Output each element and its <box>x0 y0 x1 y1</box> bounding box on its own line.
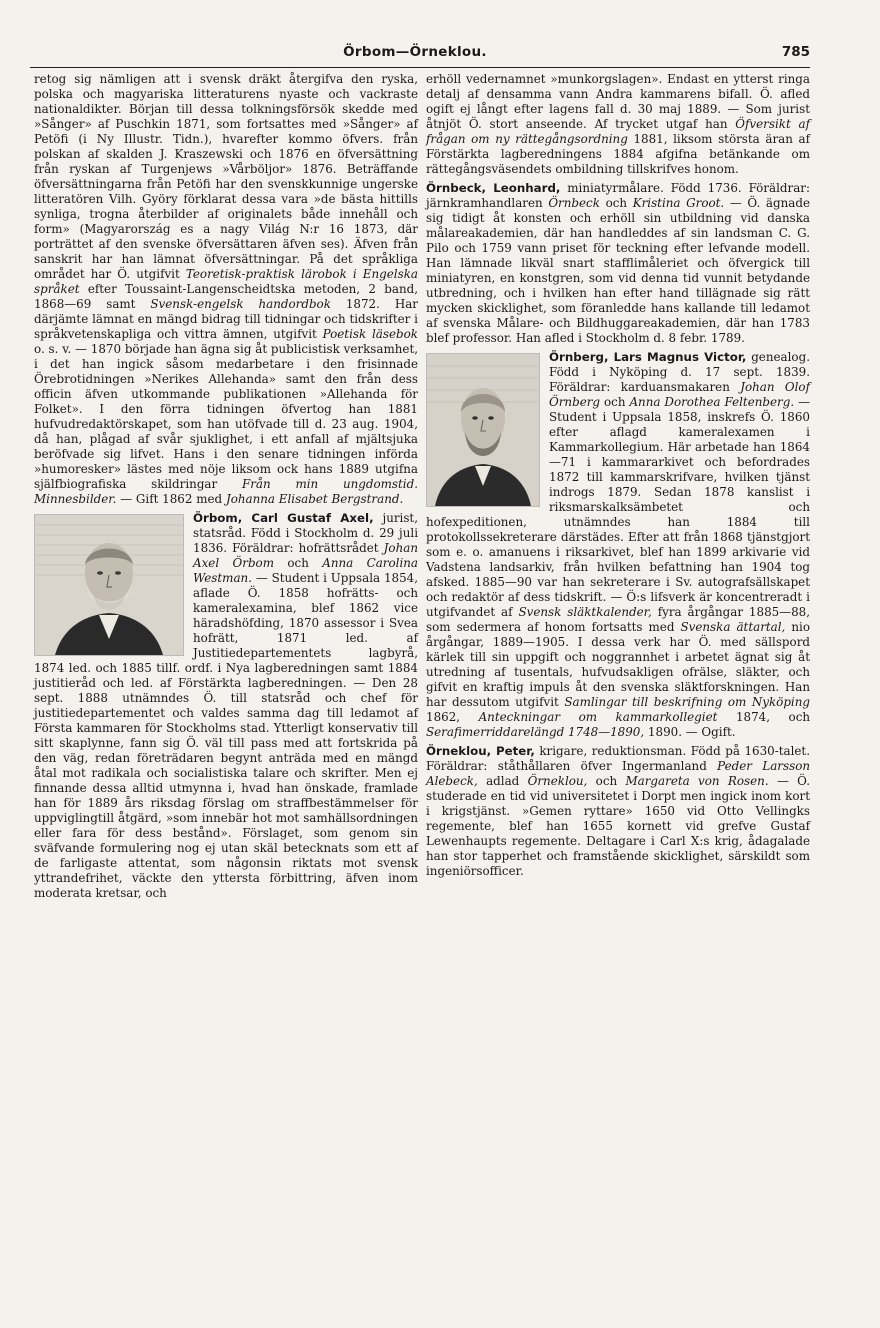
running-title: Örbom—Örneklou. <box>343 44 487 60</box>
header-rule <box>30 67 810 68</box>
entry-heading: Örneklou, Peter, <box>426 744 535 758</box>
right-column <box>426 72 810 879</box>
entry-ornbeck-leonhard: Örnbeck, Leonhard, miniatyrmålare. Född 1736. Föräldrar: järnkramhandlaren Örnbeck och Kristina Groot. — Ö. ägnade sig tidigt åt konsten och erhöll sin utbildning vid danska målareakademien, där han handleddes af sin landsman C. G. Pilo och 1759 vann priset för teckning efter lefvande modell. Han lämnade likväl snart stafflimåleriet och öfvergick till miniatyren, en konstgren, som vid denna tid vunnit betydande utbredning, och i hvilken han efter hand tillägnade sig rätt mycken skicklighet, som föranledde hans kallande till ledamot af svenska Målare- och Bildhuggareakademien, där han 1783 blef professor. Han afled i Stockholm d. 8 febr. 1789. <box>426 181 810 345</box>
entry-orbom-continued: retog sig nämligen att i svensk dräkt återgifva den ryska, polska och magyariska litteraturens nyaste och vackraste nationaldikter. Början till dessa tolkningsförsök skedde med »Sånger» af Puschkin 1871, som fortsattes med »Sånger» af Petöfi (i Ny Illustr. Tidn.), hvarefter kommo öfvers. från polskan af skalden J. Kraszewski och 1876 en öfversättning från ryskan af Turgenjews »Vårböljor» 1876. Beträffande öfversättningarna från Petöfi har den svenskkunnige ungerske litteratören Vilh. Györy förklarat dessa vara »de bästa hittills synliga, trogna återbilder af originalets både innehåll och form» (Magyarország es a nagy Világ N:r 16 1873, där porträttet af den svenske öfversättaren äfven ses). Äfven från sanskrit har han lämnat öfversättningar. På det språkliga området har Ö. utgifvit Teoretisk-praktisk lärobok i Engelska språket efter Toussaint-Langenscheidtska metoden, 2 band, 1868—69 samt Svensk-engelsk handordbok 1872. Har därjämte lämnat en mängd bidrag till tidningar och tidskrifter i språkvetenskapliga och vittra ämnen, utgifvit Poetisk läsebok o. s. v. — 1870 började han ägna sig åt publicistisk verksamhet, i det han ingick såsom medarbetare i den frisinnade Örebrotidningen »Nerikes Allehanda» samt den från dess officin äfven utkommande publikationen »Allehanda för Folket». I den förra tidningen öfvertog han 1881 hufvudredaktörskapet, som han utöfvade till d. 23 aug. 1904, då han, plågad af svår sjuklighet, i ett anfall af mjältsjuka beröfvade sig lifvet. Hans i den senare tidningen införda »humoresker» lästes med nöje liksom ock hans 1889 utgifna själfbiografiska skildringar Från min ungdomstid. Minnesbilder. — Gift 1862 med Johanna Elisabet Bergstrand. <box>34 72 419 506</box>
entry-orneklou-peter: Örneklou, Peter, krigare, reduktionsman. Född på 1630-talet. Föräldrar: ståthållaren öfver Ingermanland Peder Larsson Alebeck, adlad Örneklou, och Margareta von Rosen. — Ö. studerade en tid vid universitetet i Dorpt men ingick inom kort i krigstjänst. »Gemen ryttare» 1650 vid Otto Vellingks regemente, blef han 1655 kornett vid grefve Gustaf Lewenhaupts regemente. Deltagare i Carl X:s krig, ådagalade han stor tapperhet och framstående skicklighet, särskildt som ingeniörsofficer. <box>426 744 811 878</box>
portrait-engraving <box>427 354 539 506</box>
portrait-lars-magnus-victor-ornberg <box>426 353 540 507</box>
left-column <box>34 72 418 901</box>
portrait-engraving <box>35 515 183 655</box>
portrait-carl-gustaf-axel-orbom <box>34 514 184 656</box>
page-header <box>20 44 810 64</box>
entry-ornberg-lars-magnus-victor: Örnberg, Lars Magnus Victor, genealog. Född i Nyköping d. 17 sept. 1839. Föräldrar: karduansmakaren Johan Olof Örnberg och Anna Dorothea Feltenberg. — Student i Uppsala 1858, inskrefs Ö. 1860 efter aflagd kameralexamen i Kammarkollegium. Här arbetade han 1864—71 i kammararkivet och befordrades 1872 till kammarskrifvare, hvilken tjänst indrogs 1879. Sedan 1878 kanslist i riksmarskalksämbetet och hofexpeditionen, utnämndes han 1884 till protokollssekreterare därstädes. Efter att från 1868 tjänstgjort som e. o. amanuens i riksarkivet, blef han 1899 arkivarie vid Vadstena landsarkiv, från hvilken befattning han 1904 tog afsked. 1885—90 var han sekreterare i Sv. autografsällskapet och redaktör af dess tidskrift. — Ö:s lifsverk är koncentreradt i utgifvandet af Svensk släktkalender, fyra årgångar 1885—88, som sedermera af honom fortsatts med Svenska ättartal, nio årgångar, 1889—1905. I dessa verk har Ö. med sällspord kärlek till sin uppgift och noggrannhet i arbetet ägnat sig åt utredning af tusentals, hufvudsakligen ofrälse, släkter, och gifvit en kraftig impuls åt den svenska släktforskningen. Han har dessutom utgifvit Samlingar till beskrifning om Nyköping 1862, Anteckningar om kammarkollegiet 1874, och Serafimerriddarelängd 1748—1890, 1890. — Ogift. <box>426 350 811 739</box>
entry-heading: Örbom, Carl Gustaf Axel, <box>193 511 374 525</box>
page-number: 785 <box>781 44 810 60</box>
entry-heading: Örnbeck, Leonhard, <box>426 181 561 195</box>
entry-orbom-carl-gustaf-axel: Örbom, Carl Gustaf Axel, jurist, statsråd. Född i Stockholm d. 29 juli 1836. Föräldrar: hofrättsrådet Johan Axel Örbom och Anna Carolina Westman. — Student i Uppsala 1854, aflade Ö. 1858 hofrätts- och kameralexamina, blef 1862 vice häradshöfding, 1870 assessor i Svea hofrätt, 1871 led. af Justitiedepartementets lagbyrå, 1874 led. och 1885 tillf. ordf. i Nya lagberedningen samt 1884 justitieråd och led. af Förstärkta lagberedningen. — Den 28 sept. 1888 utnämndes Ö. till statsråd och chef för justitiedepartementet och valdes samma dag till ledamot af Första kammaren för Stockholms stad. Ytterligt konservativ till sitt skaplynne, fann sig Ö. väl till pass med att fortskrida på den väg, redan företrädaren begynt anträda med en mängd åtal mot radikala och socialistiska talare och skrifter. Men ej finnande dessa alltid utmynna i, hvad han önskade, framlade han för 1889 års riksdag förslag om straffbestämmelser för uppviglingtill åtgärd, »som innebär hot mot samhällsordningen eller fara för dess bestånd». Förslaget, som genom sin sväfvande formulering nog ej utan skäl betecknats som ett af de farligaste attentat, som någonsin riktats mot svensk yttrandefrihet, väckte den yttersta förbittring, äfven inom moderata kretsar, och <box>34 511 419 900</box>
entry-orbom-continued-right: erhöll vedernamnet »munkorgslagen». Endast en ytterst ringa detalj af densamma vann Andra kammarens bifall. Ö. afled ogift ej långt efter lagens fall d. 30 maj 1889. — Som jurist åtnjöt Ö. stort anseende. Af trycket utgaf han Öfversikt af frågan om ny rättegångsordning 1881, liksom största äran af Förstärkta lagberedningens 1884 afgifna betänkande om rättegångsväsendets ombildning tillskrifves honom. <box>426 72 811 176</box>
entry-heading: Örnberg, Lars Magnus Victor, <box>549 350 747 364</box>
